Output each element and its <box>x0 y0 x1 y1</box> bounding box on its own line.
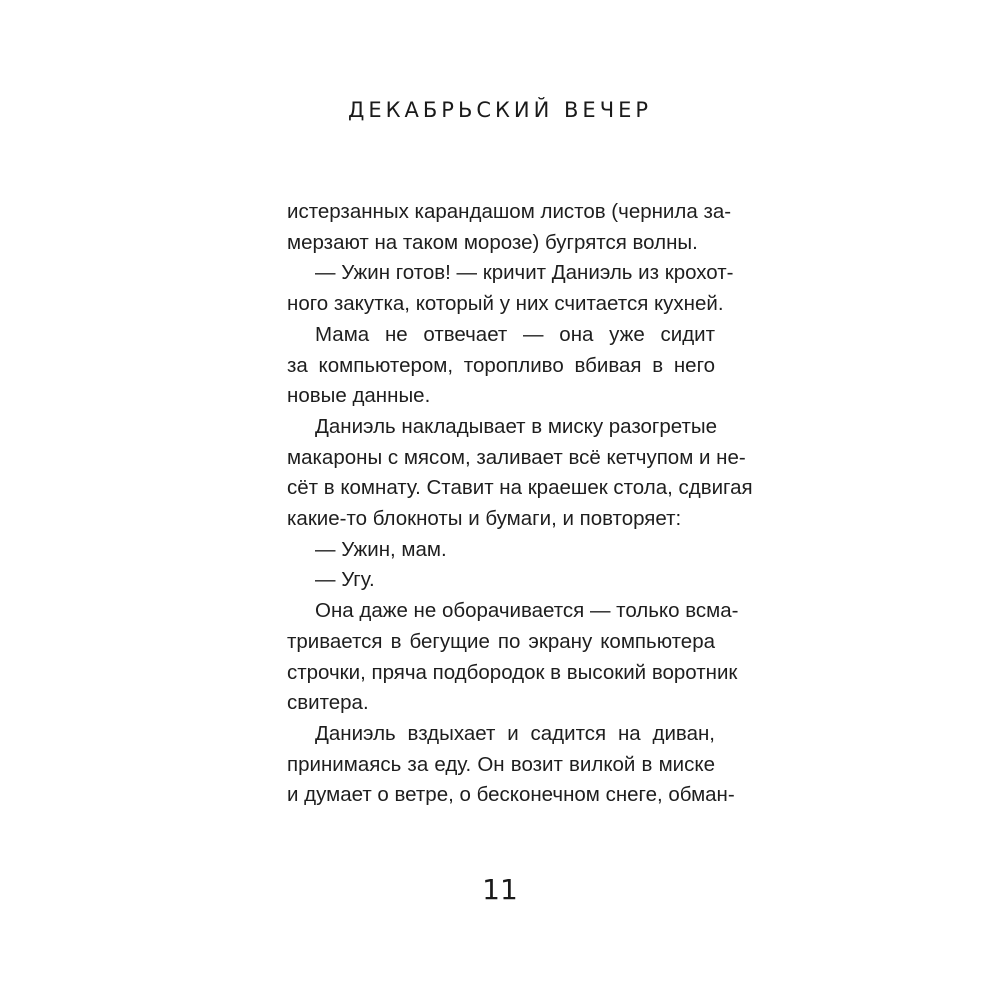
paragraph <box>287 197 732 258</box>
text-line: ного закутка, который у них считается кухней. <box>287 292 724 316</box>
paragraph <box>287 719 735 811</box>
paragraph <box>287 535 715 566</box>
paragraph <box>287 258 734 319</box>
text-line: истерзанных карандашом листов (чернила за- <box>287 200 732 223</box>
text-line: принимаясь за еду. Он возит вилкой в миске <box>287 752 715 776</box>
text-line: какие-то блокноты и бумаги, и повторяет: <box>287 507 682 531</box>
paragraph <box>287 596 739 719</box>
page-number: 11 <box>482 873 518 906</box>
text-line: строчки, пряча подбородок в высокий воротник <box>287 660 738 684</box>
paragraph <box>287 412 753 535</box>
text-line: тривается в бегущие по экрану компьютера <box>287 629 715 653</box>
text-line: новые данные. <box>287 384 431 408</box>
text-line: макароны с мясом, заливает всё кетчупом и не- <box>287 445 746 469</box>
body-text <box>287 197 753 811</box>
text-line: и думает о ветре, о бесконечном снеге, обман- <box>287 783 735 807</box>
text-line: сёт в комнату. Ставит на краешек стола, сдвигая <box>287 476 753 500</box>
text-line: мерзают на таком морозе) бугрятся волны. <box>287 230 698 254</box>
text-line: Мама не отвечает — она уже сидит <box>315 322 715 346</box>
running-title: ДЕКАБРЬСКИЙ ВЕЧЕР <box>347 98 653 122</box>
paragraph <box>287 320 715 412</box>
text-line: свитера. <box>287 691 369 715</box>
paragraph <box>287 565 715 596</box>
text-line: — Угу. <box>315 568 375 592</box>
text-line: — Ужин, мам. <box>315 537 447 561</box>
text-line: — Ужин готов! — кричит Даниэль из крохот- <box>315 261 734 285</box>
text-line: Даниэль накладывает в миску разогретые <box>315 414 718 438</box>
text-line: за компьютером, торопливо вбивая в него <box>287 353 715 377</box>
text-line: Она даже не оборачивается — только всма- <box>315 599 739 623</box>
text-line: Даниэль вздыхает и садится на диван, <box>315 721 715 745</box>
